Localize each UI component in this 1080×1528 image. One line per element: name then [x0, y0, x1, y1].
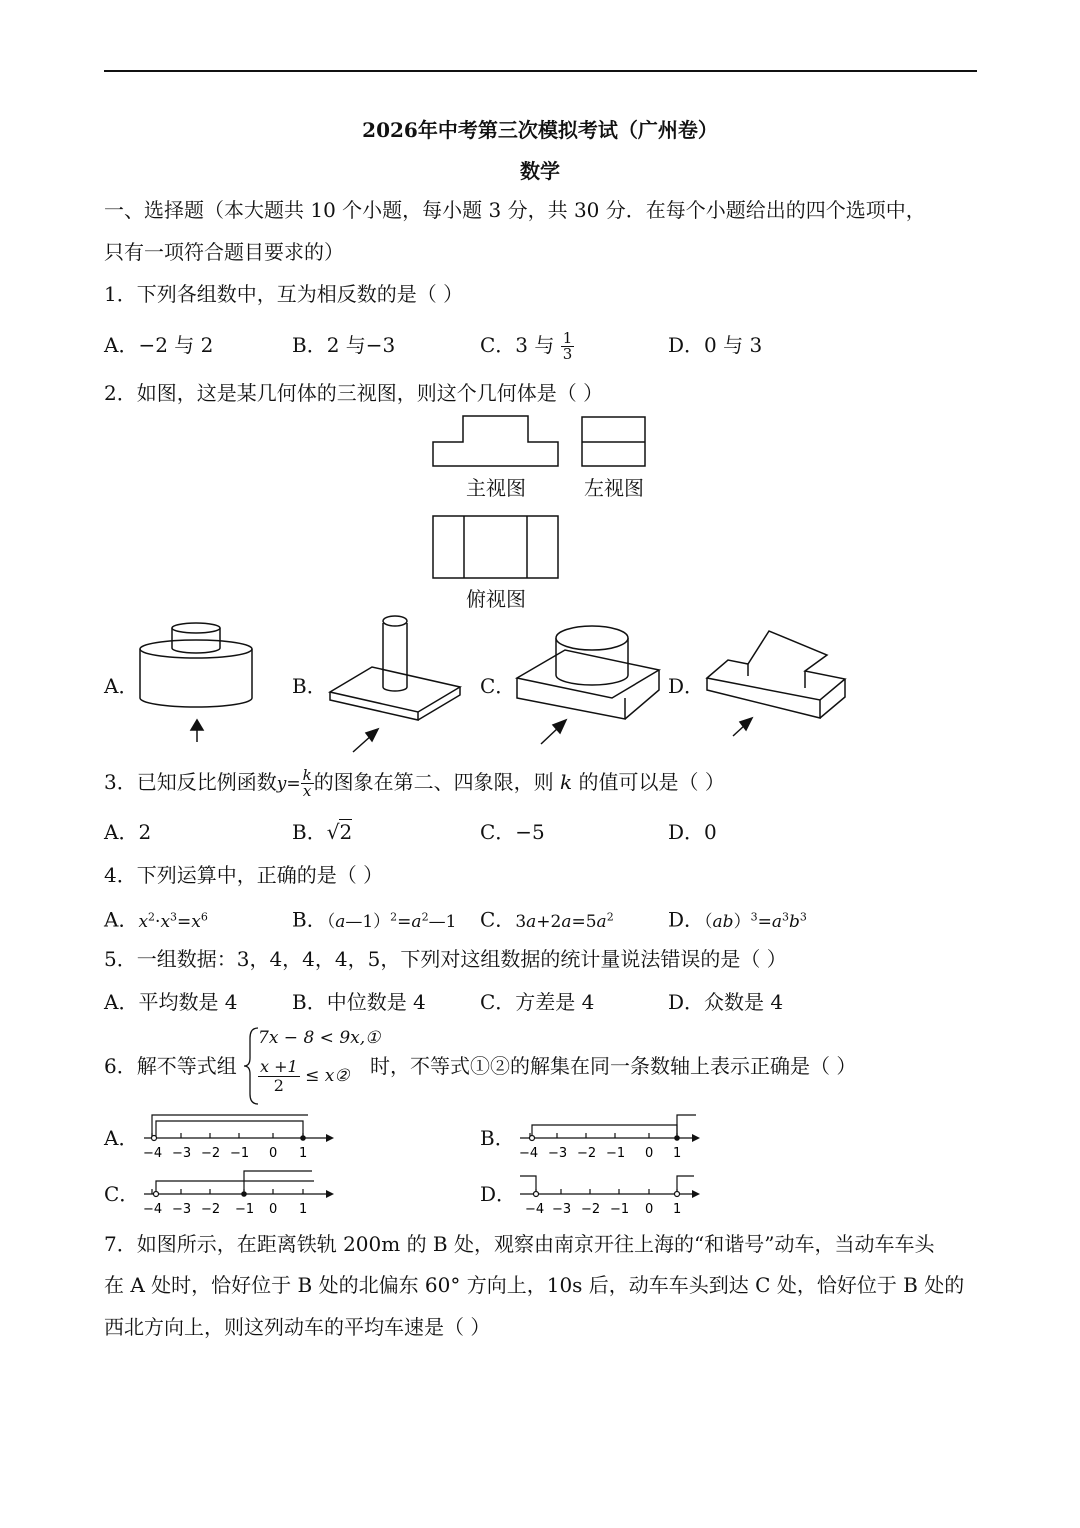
option-c-label: C． [480, 907, 516, 932]
tick-label: 0 [645, 1146, 654, 1161]
fraction-x-plus-1-over-2 [258, 1058, 300, 1095]
section-heading-line1: 一、选择题（本大题共 10 个小题，每小题 3 分，共 30 分．在每个小题给出的四个选项中， [104, 198, 926, 222]
question-2-stem: 2．如图，这是某几何体的三视图，则这个几何体是（ ） [104, 381, 604, 405]
number-line-d-labels [525, 1202, 681, 1217]
question-3-middle: 的图象在第二、四象限，则 [313, 770, 554, 794]
tick-label: 0 [645, 1202, 654, 1217]
number-line-c [140, 1164, 340, 1217]
ineq2-rest: ≤ x② [305, 1066, 350, 1086]
question-6-option-b[interactable]: B． [480, 1126, 515, 1150]
tick-label: −3 [552, 1202, 572, 1217]
tick-label: 0 [269, 1146, 278, 1161]
var-x: x [302, 782, 312, 800]
option-b-label: B． [292, 907, 327, 932]
question-1-stem: 1．下列各组数中，互为相反数的是（ ） [104, 282, 464, 306]
question-4-stem: 4．下列运算中，正确的是（ ） [104, 863, 384, 887]
question-1-option-b[interactable]: B．2 与−3 [292, 333, 396, 357]
tick-label: 1 [299, 1202, 308, 1217]
tick-label: 1 [673, 1146, 682, 1161]
question-4-option-b[interactable] [292, 903, 456, 936]
tick-label: −3 [548, 1146, 568, 1161]
number-line-a [140, 1108, 340, 1161]
question-1-option-d[interactable]: D．0 与 3 [668, 333, 763, 357]
inequality-1: 7x − 8 < 9x,① [258, 1028, 381, 1048]
question-5-option-a[interactable]: A．平均数是 4 [104, 990, 238, 1014]
question-5-stem: 5．一组数据：3，4，4，4，5，下列对这组数据的统计量说法错误的是（ ） [104, 947, 787, 971]
var-k-inline: k [560, 770, 573, 794]
question-1-option-a[interactable]: A．−2 与 2 [104, 333, 214, 357]
tick-label: −2 [577, 1146, 597, 1161]
solid-c-slab-with-drum [517, 626, 659, 744]
solid-a-stacked-cylinders [140, 623, 252, 742]
question-3-prefix: 3．已知反比例函数 [104, 770, 277, 794]
question-3-suffix: 的值可以是（ ） [578, 770, 725, 794]
tick-label: −4 [143, 1146, 163, 1161]
equals-sign: = [286, 774, 301, 794]
tick-label: −4 [519, 1146, 539, 1161]
question-3-option-d[interactable]: D．0 [668, 820, 717, 844]
number-line-c-labels [143, 1202, 307, 1217]
inequality-2 [258, 1058, 350, 1095]
three-views-figure [0, 0, 1080, 760]
question-2-option-b[interactable]: B． [292, 674, 327, 698]
question-4-option-d[interactable] [668, 903, 807, 936]
subject-title: 数学 [520, 159, 560, 183]
expr-c: $3a+2a=5a^2$ [515, 910, 614, 932]
question-7-line3: 西北方向上，则这列动车的平均车速是（ ） [104, 1315, 491, 1339]
tick-label: 1 [673, 1202, 682, 1217]
tick-label: −2 [581, 1202, 601, 1217]
front-view-label: 主视图 [466, 476, 526, 500]
left-view-label: 左视图 [584, 476, 644, 500]
question-5-option-b[interactable]: B．中位数是 4 [292, 990, 426, 1014]
question-2-option-a[interactable]: A． [104, 674, 139, 698]
expr-a: $x^2\cdot x^3=x^6$ [138, 910, 208, 932]
question-3-stem [104, 768, 725, 799]
var-y: y [276, 774, 287, 794]
tick-label: −2 [201, 1202, 221, 1217]
exam-title: 2026年中考第三次模拟考试（广州卷） [362, 118, 718, 142]
option-d-label: D． [668, 907, 705, 932]
tick-label: −1 [610, 1202, 630, 1217]
top-view-label: 俯视图 [466, 587, 526, 611]
radicand: 2 [339, 820, 353, 844]
question-4-option-c[interactable] [480, 903, 614, 936]
question-2-option-d[interactable]: D． [668, 674, 705, 698]
sqrt-icon: √ [326, 820, 340, 844]
tick-label: −3 [172, 1146, 192, 1161]
solid-d-stepped-block [707, 631, 845, 736]
question-6-option-c[interactable]: C． [104, 1182, 140, 1206]
question-3-option-c[interactable]: C．−5 [480, 820, 545, 844]
section-heading-line2: 只有一项符合题目要求的） [104, 240, 344, 264]
option-b-prefix: B． [292, 820, 327, 844]
tick-label: −2 [201, 1146, 221, 1161]
number-line-a-labels [143, 1146, 307, 1161]
question-6-prefix: 6．解不等式组 [104, 1054, 237, 1078]
question-6-option-a[interactable]: A． [104, 1126, 139, 1150]
tick-label: −1 [235, 1202, 255, 1217]
question-5-option-c[interactable]: C．方差是 4 [480, 990, 595, 1014]
question-4-option-a[interactable] [104, 903, 208, 936]
question-7-line2: 在 A 处时，恰好位于 B 处的北偏东 60° 方向上，10s 后，动车车头到达 C 处，恰好位于 B 处的 [104, 1273, 965, 1297]
fraction-denominator: 3 [562, 345, 573, 363]
expr-d: $(ab)^3=a^3b^3$ [704, 910, 807, 932]
question-6-suffix: 时，不等式①②的解集在同一条数轴上表示正确是（ ） [370, 1054, 857, 1078]
question-5-option-d[interactable]: D．众数是 4 [668, 990, 784, 1014]
front-view-shape [433, 416, 558, 466]
expr-b: $(a—1)^2=a^2—1$ [326, 910, 457, 932]
question-6-option-d[interactable]: D． [480, 1182, 517, 1206]
fraction-k-over-x [301, 768, 314, 799]
var-k: k [302, 766, 312, 784]
option-c-prefix: C．3 与 [480, 333, 555, 357]
tick-label: 0 [269, 1202, 278, 1217]
ineq2-numerator: x +1 [260, 1057, 298, 1076]
question-3-option-b[interactable] [292, 818, 352, 846]
number-line-b [516, 1108, 716, 1161]
number-line-b-labels [519, 1146, 681, 1161]
top-view-shape [433, 516, 558, 578]
number-line-d [516, 1164, 716, 1217]
tick-label: −4 [525, 1202, 545, 1217]
tick-label: −4 [143, 1202, 163, 1217]
question-7-line1: 7．如图所示，在距离铁轨 200m 的 B 处，观察由南京开往上海的“和谐号”动车，当动车车头 [104, 1232, 935, 1256]
question-3-option-a[interactable]: A．2 [104, 820, 152, 844]
tick-label: −1 [230, 1146, 250, 1161]
tick-label: 1 [299, 1146, 308, 1161]
option-a-label: A． [104, 907, 139, 932]
tick-label: −1 [606, 1146, 626, 1161]
fraction-numerator: 1 [562, 329, 573, 347]
question-2-option-c[interactable]: C． [480, 674, 516, 698]
ineq2-denominator: 2 [273, 1076, 284, 1095]
solid-b-slab-with-pillar [330, 616, 460, 752]
tick-label: −3 [172, 1202, 192, 1217]
